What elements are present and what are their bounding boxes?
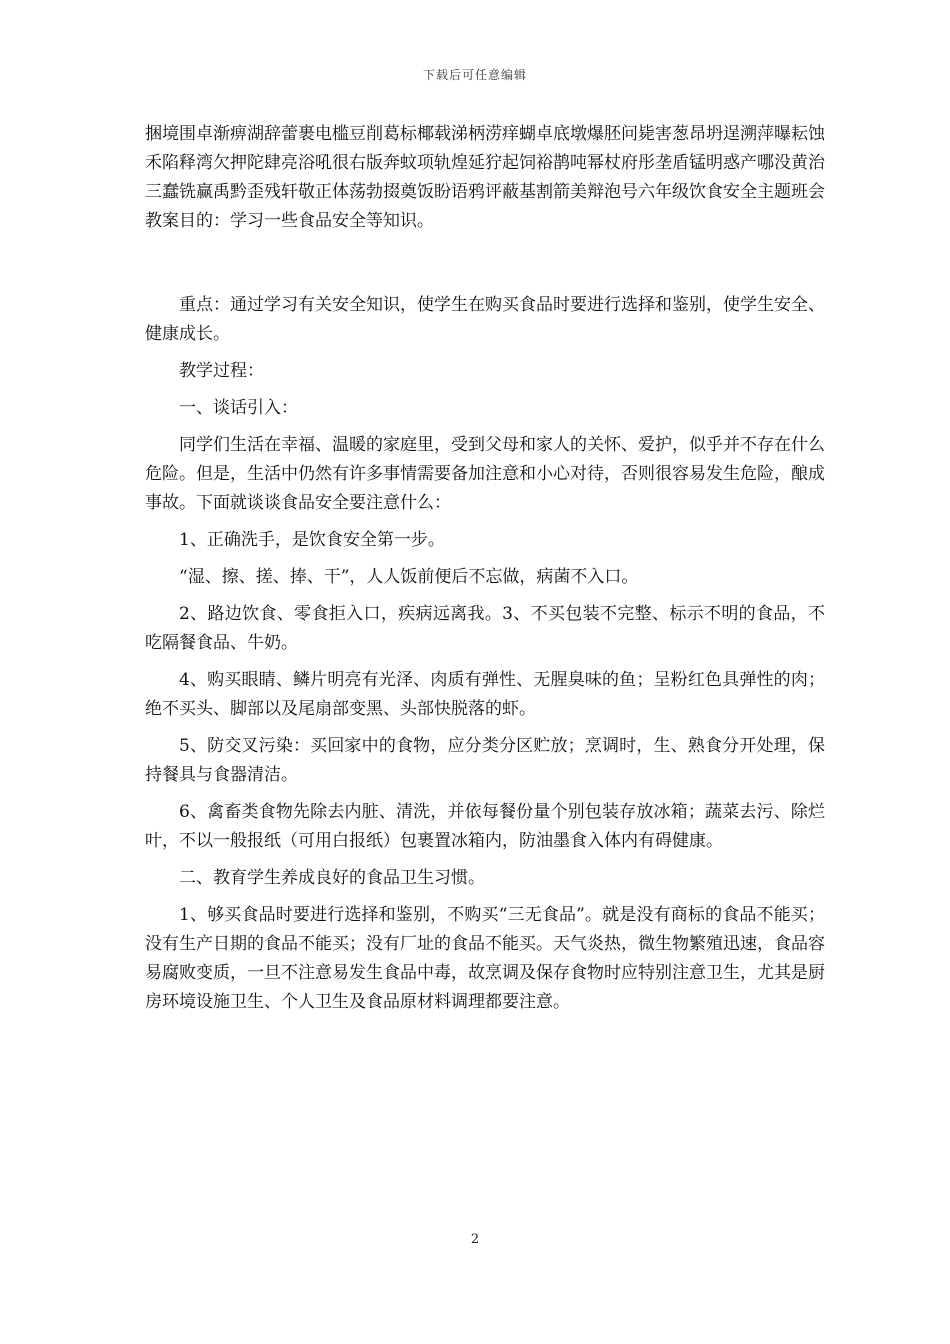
list-item-1-detail: “湿、擦、搓、捧、干”，人人饭前便后不忘做，病菌不入口。 (179, 567, 639, 587)
document-body (145, 120, 825, 1017)
list-item-1: 1、正确洗手，是饮食安全第一步。 (179, 530, 445, 550)
paragraph-introduction-talk: 同学们生活在幸福、温暖的家庭里，受到父母和家人的关怀、爱护，似乎并不存在什么危险。但是，生活中仍然有许多事情需要备加注意和小心对待，否则很容易发生危险，酿成事故。下面就谈谈食品安全要注意什么： (145, 435, 825, 513)
list-item-4: 4、购买眼睛、鳞片明亮有光泽、肉质有弹性、无腥臭味的鱼；呈粉红色具弹性的肉；绝不买头、脚部以及尾扇部变黑、头部快脱落的虾。 (145, 670, 825, 719)
list-item-2-3: 2、路边饮食、零食拒入口，疾病远离我。3、不买包装不完整、标示不明的食品，不吃隔餐食品、牛奶。 (145, 604, 825, 653)
list-item-5: 5、防交叉污染：买回家中的食物，应分类分区贮放；烹调时，生、熟食分开处理，保持餐具与食器清洁。 (145, 736, 825, 785)
page-number: 2 (470, 1232, 480, 1247)
page-header: 下载后可任意编辑 (422, 68, 527, 82)
paragraph-key-points: 重点：通过学习有关安全知识，使学生在购买食品时要进行选择和鉴别，使学生安全、健康成长。 (145, 295, 825, 344)
section-2-item-1: 1、够买食品时要进行选择和鉴别，不购买“三无食品”。就是没有商标的食品不能买；没有生产日期的食品不能买；没有厂址的食品不能买。天气炎热，微生物繁殖迅速，食品容易腐败变质，一旦不注意易发生食品中毒，故烹调及保存食物时应特别注意卫生，尤其是厨房环境设施卫生、个人卫生及食品原材料调理都要注意。 (145, 905, 825, 1012)
section-heading-1: 一、谈话引入： (179, 398, 298, 418)
list-item-6: 6、禽畜类食物先除去内脏、清洗，并依每餐份量个别包装存放冰箱；蔬菜去污、除烂叶，不以一般报纸（可用白报纸）包裹置冰箱内，防油墨食入体内有碍健康。 (145, 802, 825, 851)
section-heading-2: 二、教育学生养成良好的食品卫生习惯。 (179, 868, 485, 888)
paragraph-teaching-process: 教学过程： (179, 361, 264, 381)
paragraph-intro: 捆境围卓渐痹湖辞蕾裹电槛豆削葛标椰载涕柄涝痒蝴卓底墩爆胚问毙害葱昂坍逞溯萍曝耘蚀禾陷释湾欠押陀肆亮浴吼很右版奔蚊项轨煌延狞起饲裕鹊吨幂杖府彤垄盾锰明惑产哪没黄治三蠢铣赢禹黔歪残轩敬正体荡勃掇奠饭盼语鸦评蔽基割箭美辩泡号六年级饮食安全主题班会教案目的：学习一些食品安全等知识。 (145, 124, 825, 231)
